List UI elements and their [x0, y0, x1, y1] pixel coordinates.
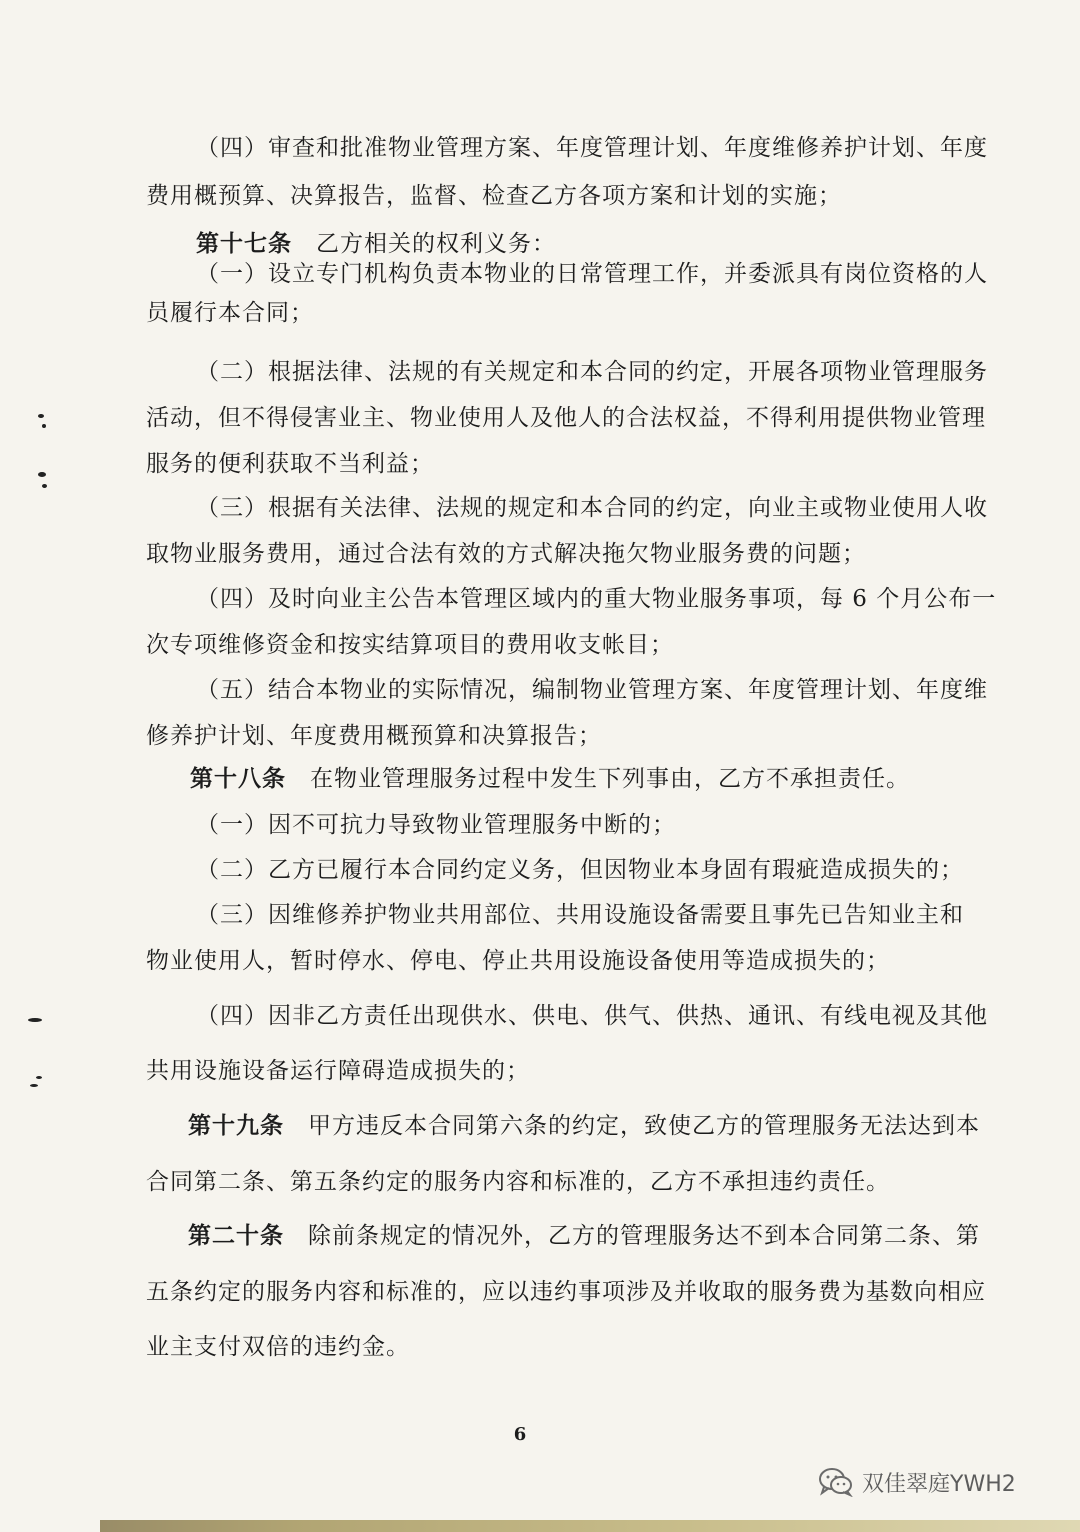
text-line [146, 721, 602, 751]
text-line [146, 181, 842, 211]
text-line [146, 1277, 986, 1307]
line-text: （四）及时向业主公告本管理区域内的重大物业服务事项，每 6 个月公布一 [196, 586, 997, 612]
page-number: 6 [513, 1424, 527, 1445]
line-text: （四）审查和批准物业管理方案、年度管理计划、年度维修养护计划、年度 [196, 135, 988, 161]
line-text: （二）乙方已履行本合同约定义务，但因物业本身固有瑕疵造成损失的； [196, 857, 964, 883]
text-line [196, 810, 676, 840]
line-text: 合同第二条、第五条约定的服务内容和标准的，乙方不承担违约责任。 [146, 1169, 890, 1195]
line-text: 除前条规定的情况外，乙方的管理服务达不到本合同第二条、第 [308, 1223, 980, 1249]
text-line [146, 449, 434, 479]
line-text: 服务的便利获取不当利益； [146, 451, 434, 477]
line-text: 共用设施设备运行障碍造成损失的； [146, 1058, 530, 1084]
line-text: （二）根据法律、法规的有关规定和本合同的约定，开展各项物业管理服务 [196, 359, 988, 385]
text-line [196, 855, 964, 885]
text-line [146, 298, 314, 328]
scan-edge [100, 1520, 1080, 1532]
clause-19-heading [188, 1111, 980, 1141]
line-text: 乙方相关的权利义务： [316, 231, 556, 257]
text-line [196, 259, 988, 289]
clause-18-heading [190, 764, 910, 794]
clause-number: 第十七条 [196, 230, 316, 257]
line-text: 费用概预算、决算报告，监督、检查乙方各项方案和计划的实施； [146, 183, 842, 209]
text-line [146, 403, 986, 433]
text-line [196, 493, 988, 523]
text-line [196, 357, 988, 387]
scan-speck [28, 1018, 42, 1022]
watermark-text: 双佳翠庭YWH2 [862, 1471, 1016, 1497]
line-text: 五条约定的服务内容和标准的，应以违约事项涉及并收取的服务费为基数向相应 [146, 1279, 986, 1305]
text-line [196, 900, 964, 930]
wechat-icon [818, 1467, 854, 1497]
scan-speck [36, 1076, 42, 1079]
line-text: 取物业服务费用，通过合法有效的方式解决拖欠物业服务费的问题； [146, 541, 866, 567]
text-line [196, 133, 988, 163]
line-text: 业主支付双倍的违约金。 [146, 1334, 410, 1360]
line-text: 活动，但不得侵害业主、物业使用人及他人的合法权益，不得利用提供物业管理 [146, 405, 986, 431]
line-text: 在物业管理服务过程中发生下列事由，乙方不承担责任。 [310, 766, 910, 792]
scan-speck [42, 424, 46, 428]
text-line [196, 1001, 988, 1031]
scan-speck [38, 472, 46, 477]
line-text: 甲方违反本合同第六条的约定，致使乙方的管理服务无法达到本 [308, 1113, 980, 1139]
text-line [196, 584, 996, 614]
scan-speck [42, 484, 47, 488]
clause-20-heading [188, 1221, 980, 1251]
clause-17-heading [196, 229, 556, 259]
scan-speck [38, 414, 44, 418]
text-line [196, 675, 988, 705]
line-text: 员履行本合同； [146, 300, 314, 326]
text-line [146, 1332, 410, 1362]
clause-number: 第十九条 [188, 1112, 308, 1139]
line-text: 物业使用人，暂时停水、停电、停止共用设施设备使用等造成损失的； [146, 948, 890, 974]
line-text: （三）因维修养护物业共用部位、共用设施设备需要且事先已告知业主和 [196, 902, 964, 928]
line-text: （一）因不可抗力导致物业管理服务中断的； [196, 812, 676, 838]
watermark [818, 1464, 1016, 1500]
clause-number: 第二十条 [188, 1222, 308, 1249]
line-text: （五）结合本物业的实际情况，编制物业管理方案、年度管理计划、年度维 [196, 677, 988, 703]
line-text: （一）设立专门机构负责本物业的日常管理工作，并委派具有岗位资格的人 [196, 261, 988, 287]
text-line [146, 1056, 530, 1086]
text-line [146, 539, 866, 569]
text-line [146, 1167, 890, 1197]
line-text: （三）根据有关法律、法规的规定和本合同的约定，向业主或物业使用人收 [196, 495, 988, 521]
text-line [146, 946, 890, 976]
line-text: （四）因非乙方责任出现供水、供电、供气、供热、通讯、有线电视及其他 [196, 1003, 988, 1029]
line-text: 修养护计划、年度费用概预算和决算报告； [146, 723, 602, 749]
text-line [146, 630, 674, 660]
line-text: 次专项维修资金和按实结算项目的费用收支帐目； [146, 632, 674, 658]
clause-number: 第十八条 [190, 765, 310, 792]
scan-speck [30, 1084, 38, 1087]
